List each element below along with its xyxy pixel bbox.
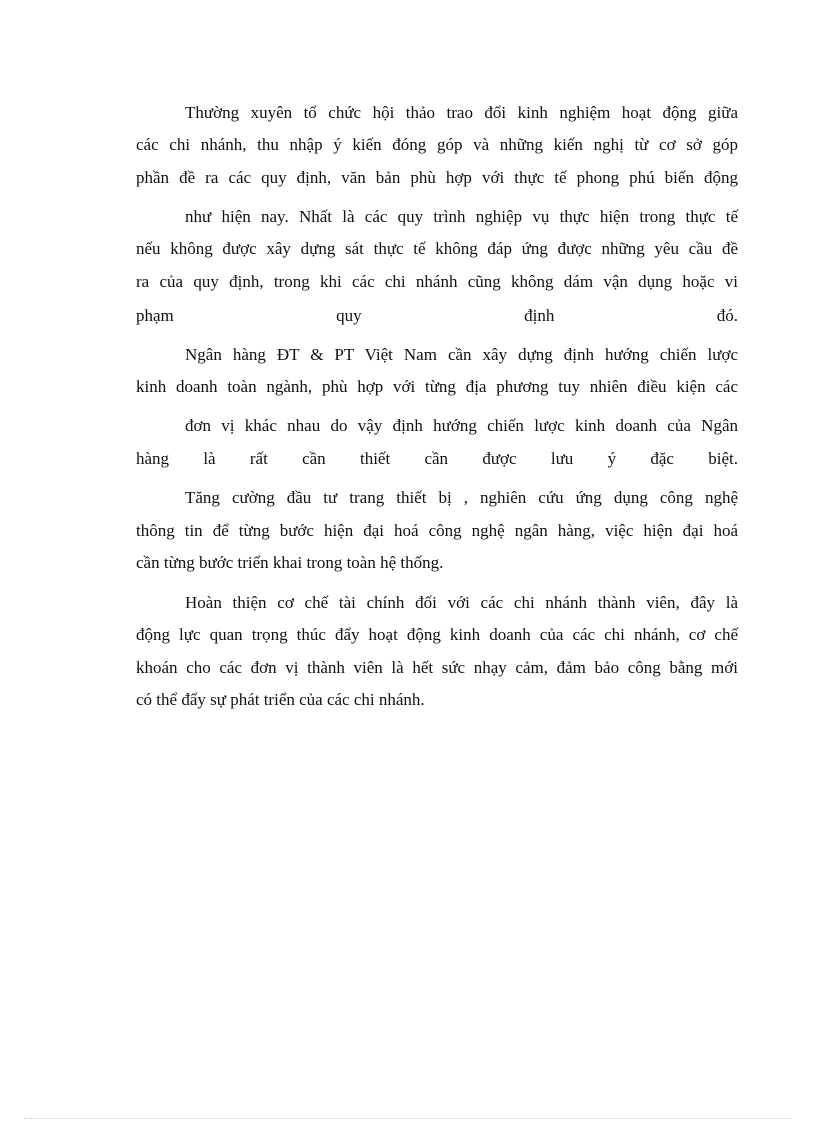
- text-line: khoán cho các đơn vị thành viên là hết sức nhạy cảm, đảm bảo công bằng mới: [136, 658, 738, 677]
- text-line: nếu không được xây dựng sát thực tế không đáp ứng được những yêu cầu đề: [136, 239, 738, 258]
- text-line: đơn vị khác nhau do vậy định hướng chiến lược kinh doanh của Ngân: [185, 416, 738, 435]
- page-bottom-divider: [24, 1118, 792, 1119]
- text-line: các chi nhánh, thu nhập ý kiến đóng góp và những kiến nghị từ cơ sở góp: [136, 135, 738, 154]
- text-line: cần từng bước triển khai trong toàn hệ thống.: [136, 553, 444, 572]
- text-line: như hiện nay. Nhất là các quy trình nghiệp vụ thực hiện trong thực tế: [185, 207, 738, 226]
- text-line: ra của quy định, trong khi các chi nhánh cũng không dám vận dụng hoặc vi: [136, 272, 738, 291]
- text-line: động lực quan trọng thúc đẩy hoạt động kinh doanh của các chi nhánh, cơ chế: [136, 625, 738, 644]
- text-line: thông tin để từng bước hiện đại hoá công nghệ ngân hàng, việc hiện đại hoá: [136, 521, 738, 540]
- text-line: kinh doanh toàn ngành, phù hợp với từng địa phương tuy nhiên điều kiện các: [136, 377, 738, 396]
- text-line: phần đề ra các quy định, văn bản phù hợp với thực tế phong phú biến động: [136, 168, 738, 187]
- text-line: Hoàn thiện cơ chế tài chính đối với các chi nhánh thành viên, đây là: [185, 593, 738, 612]
- text-line: Thường xuyên tổ chức hội thảo trao đổi kinh nghiệm hoạt động giữa: [185, 103, 738, 122]
- text-line: phạm quy định đó.: [136, 306, 738, 325]
- text-line: hàng là rất cần thiết cần được lưu ý đặc biệt.: [136, 449, 738, 468]
- text-line: Tăng cường đầu tư trang thiết bị , nghiên cứu ứng dụng công nghệ: [185, 488, 738, 507]
- text-line: có thể đẩy sự phát triển của các chi nhánh.: [136, 690, 425, 709]
- text-line: Ngân hàng ĐT & PT Việt Nam cần xây dựng định hướng chiến lược: [185, 345, 738, 364]
